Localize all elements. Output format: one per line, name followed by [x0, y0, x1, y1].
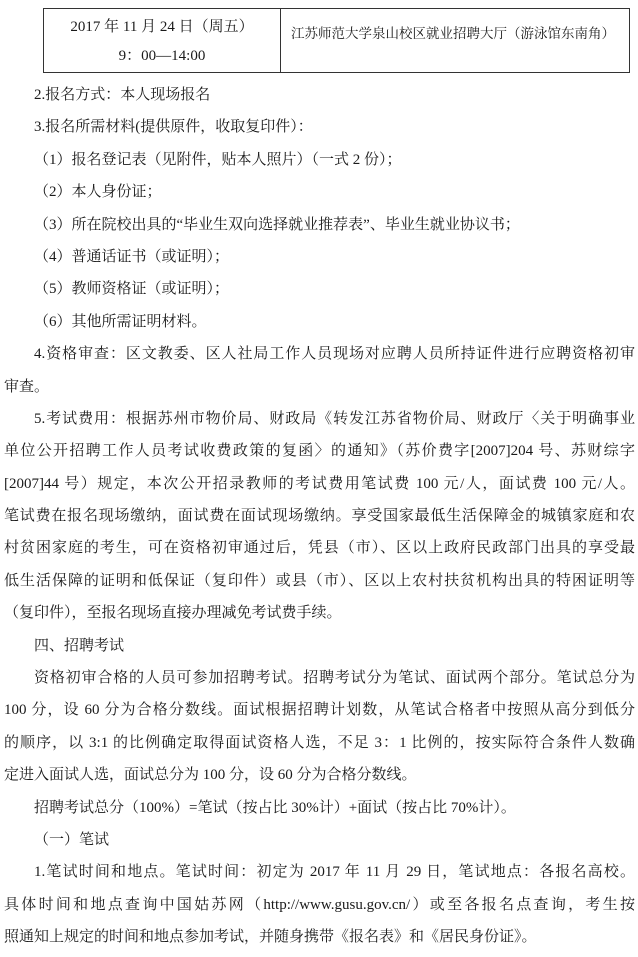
text-line: 定进入面试人选，面试总分为 100 分，设 60 分为合格分数线。 [4, 767, 417, 784]
text-line: 的顺序，以 3:1 的比例确定取得面试资格人选，不足 3：1 比例的，按实际符合条件人数确 [4, 734, 635, 751]
schedule-location: 江苏师范大学泉山校区就业招聘大厅（游泳馆东南角） [291, 26, 615, 41]
text-line: 审查。 [4, 378, 50, 395]
text-line: （4）普通话证书（或证明）； [34, 248, 230, 265]
text-line: （复印件），至报名现场直接办理减免考试费手续。 [4, 605, 342, 622]
text-line: （2）本人身份证； [34, 184, 162, 201]
schedule-date: 2017 年 11 月 24 日（周五） [70, 18, 254, 35]
text-line: 100 分，设 60 分为合格分数线。面试根据招聘计划数，从笔试合格者中按照从高分到低分 [4, 702, 635, 719]
text-line: 资格初审合格的人员可参加招聘考试。招聘考试分为笔试、面试两个部分。笔试总分为 [34, 670, 635, 687]
text-line: 4.资格审查：区文教委、区人社局工作人员现场对应聘人员所持证件进行应聘资格初审 [34, 346, 635, 363]
text-line: 具体时间和地点查询中国姑苏网（http://www.gusu.gov.cn/）或至各报名点查询，考生按 [4, 896, 635, 913]
text-line: 单位公开招聘工作人员考试收费政策的复函〉的通知》（苏价费字[2007]204 号、苏财综字 [4, 443, 635, 460]
text-line: 招聘考试总分（100%）=笔试（按占比 30%计）+面试（按占比 70%计）。 [34, 799, 516, 816]
text-line: 笔试费在报名现场缴纳，面试费在面试现场缴纳。享受国家最低生活保障金的城镇家庭和农 [4, 508, 635, 525]
schedule-location-cell [281, 9, 629, 72]
schedule-table [43, 8, 630, 73]
text-line: 1.笔试时间和地点。笔试时间：初定为 2017 年 11 月 29 日，笔试地点：各报名高校。 [34, 864, 635, 881]
text-line: [2007]44 号）规定，本次公开招录教师的考试费用笔试费 100 元/人，面试费 100 元/人。 [4, 475, 635, 492]
text-line: 2.报名方式：本人现场报名 [34, 87, 211, 103]
text-line: 照通知上规定的时间和地点参加考试，并随身携带《报名表》和《居民身份证》。 [4, 929, 537, 946]
text-line: （3）所在院校出具的“毕业生双向选择就业推荐表”、毕业生就业协议书； [34, 216, 520, 233]
text-line: （一）笔试 [34, 831, 110, 848]
text-line: （6）其他所需证明材料。 [34, 313, 207, 330]
text-line: 四、招聘考试 [34, 637, 125, 654]
schedule-time: 9：00—14:00 [118, 47, 206, 64]
schedule-date-cell [44, 9, 281, 72]
text-line: 村贫困家庭的考生，可在资格初审通过后，凭县（市）、区以上政府民政部门出具的享受最 [4, 540, 635, 557]
text-line: （1）报名登记表（见附件，贴本人照片）（一式 2 份）； [34, 151, 402, 168]
text-line: 低生活保障的证明和低保证（复印件）或县（市）、区以上农村扶贫机构出具的特困证明等 [4, 572, 635, 589]
text-line: （5）教师资格证（或证明）； [34, 281, 230, 298]
text-line: 5.考试费用：根据苏州市物价局、财政局《转发江苏省物价局、财政厅〈关于明确事业 [34, 410, 635, 427]
document-body [0, 79, 638, 954]
text-line: 3.报名所需材料(提供原件，收取复印件）： [34, 119, 313, 136]
